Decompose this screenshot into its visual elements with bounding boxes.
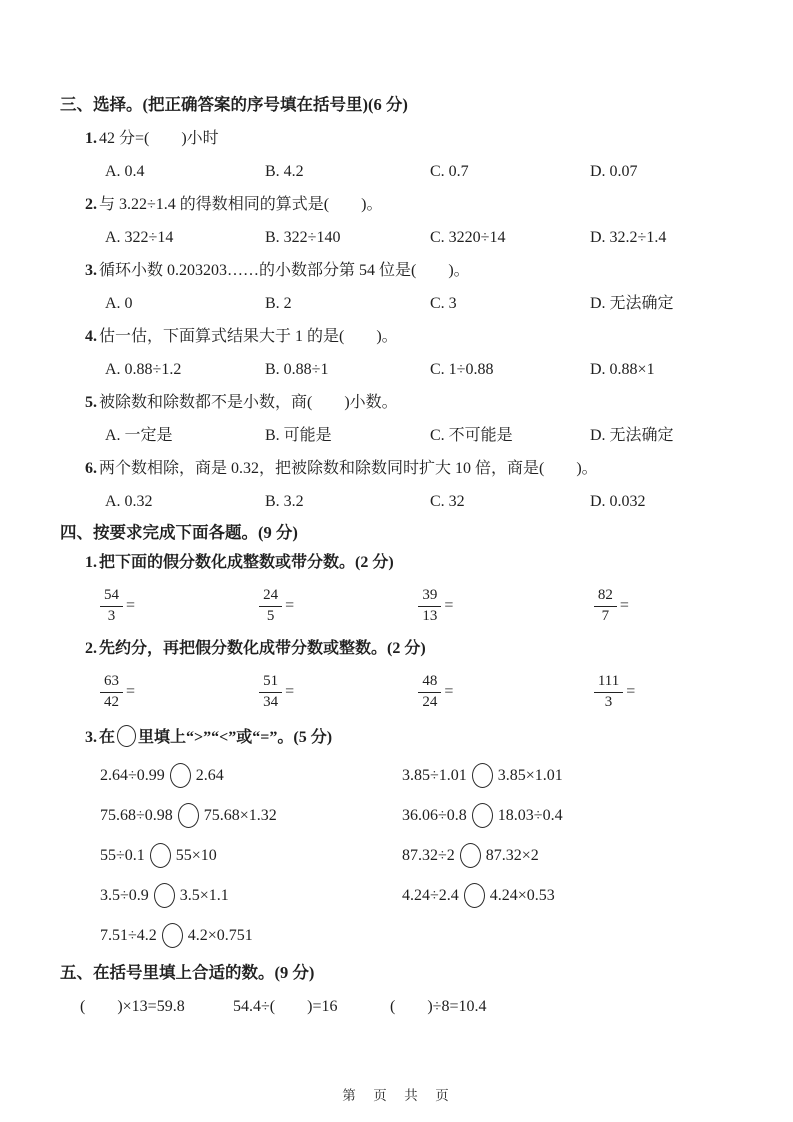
compare-circle-icon (472, 763, 493, 788)
option-c: C. 0.7 (430, 163, 469, 180)
fill-in-item: 54.4÷( )=16 (233, 998, 338, 1015)
question-3-options (60, 287, 753, 320)
equals-sign: = (126, 683, 136, 700)
option-c: C. 1÷0.88 (430, 361, 494, 378)
fraction: $\frac{63}{42}$ (100, 673, 123, 711)
question-number: 1. (85, 130, 97, 147)
comparison-pair (402, 884, 555, 909)
compare-circle-icon (162, 923, 183, 948)
question-text: 两个数相除，商是 0.32，把被除数和除数同时扩大 10 倍，商是( )。 (99, 460, 598, 477)
equals-sign: = (444, 683, 454, 700)
comparison-pair (402, 844, 539, 869)
option-c: C. 3220÷14 (430, 229, 506, 246)
fill-in-item: ( )×13=59.8 (80, 998, 185, 1015)
question-number: 3. (85, 262, 97, 279)
compare-circle-icon (154, 883, 175, 908)
option-b: B. 3.2 (265, 493, 304, 510)
section4-title: 四、按要求完成下面各题。(9 分) (60, 523, 298, 542)
section5-title: 五、在括号里填上合适的数。(9 分) (60, 963, 315, 982)
option-a: A. 322÷14 (105, 229, 174, 246)
comparison-pair (402, 764, 563, 789)
compare-circle-icon (150, 843, 171, 868)
left-expression: 7.51÷4.2 (100, 927, 157, 944)
compare-circle-icon (170, 763, 191, 788)
fill-in-item: ( )÷8=10.4 (390, 998, 487, 1015)
question-5-options (60, 419, 753, 452)
fraction-expression (418, 587, 594, 625)
subquestion-text-suffix: 里填上“>”“<”或“=”。(5 分) (138, 729, 333, 746)
equals-sign: = (285, 597, 295, 614)
question-text: 估一估，下面算式结果大于 1 的是( )。 (99, 328, 398, 345)
fill-in-row (60, 990, 753, 1024)
compare-circle-icon (464, 883, 485, 908)
right-expression: 3.85×1.01 (497, 767, 563, 784)
left-expression: 36.06÷0.8 (402, 807, 467, 824)
left-expression: 3.85÷1.01 (402, 767, 467, 784)
section4-sub2-title (60, 634, 753, 664)
equals-sign: = (285, 683, 295, 700)
fraction-expression (418, 673, 594, 711)
right-expression: 55×10 (175, 847, 217, 864)
question-text: 与 3.22÷1.4 的得数相同的算式是( )。 (99, 196, 383, 213)
option-b: B. 2 (265, 295, 292, 312)
question-4-stem (60, 320, 753, 353)
comparison-row-3 (60, 836, 753, 876)
fraction-row-2 (60, 664, 753, 720)
comparison-row-2 (60, 796, 753, 836)
section4-sub3-title (60, 720, 753, 756)
compare-circle-icon (460, 843, 481, 868)
right-expression: 18.03÷0.4 (497, 807, 563, 824)
left-expression: 4.24÷2.4 (402, 887, 459, 904)
left-expression: 55÷0.1 (100, 847, 145, 864)
comparison-pair (100, 764, 402, 789)
option-c: C. 32 (430, 493, 465, 510)
option-d: D. 无法确定 (590, 427, 674, 444)
option-a: A. 0.88÷1.2 (105, 361, 182, 378)
comparison-pair (402, 804, 563, 829)
comparison-pair (100, 844, 402, 869)
left-expression: 75.68÷0.98 (100, 807, 173, 824)
compare-circle-icon (472, 803, 493, 828)
option-b: B. 322÷140 (265, 229, 341, 246)
right-expression: 2.64 (195, 767, 224, 784)
subquestion-text: 把下面的假分数化成整数或带分数。(2 分) (99, 554, 394, 571)
subquestion-text: 先约分，再把假分数化成带分数或整数。(2 分) (99, 640, 426, 657)
option-c: C. 3 (430, 295, 457, 312)
fraction-expression (259, 673, 418, 711)
question-text: 被除数和除数都不是小数，商( )小数。 (99, 394, 398, 411)
right-expression: 3.5×1.1 (179, 887, 229, 904)
compare-circle-icon (117, 725, 136, 747)
fraction-expression (100, 587, 259, 625)
comparison-row-1 (60, 756, 753, 796)
fraction: $\frac{51}{34}$ (259, 673, 282, 711)
left-expression: 2.64÷0.99 (100, 767, 165, 784)
compare-circle-icon (178, 803, 199, 828)
option-a: A. 一定是 (105, 427, 173, 444)
fraction: $\frac{111}{3}$ (594, 673, 623, 711)
option-d: D. 0.07 (590, 163, 638, 180)
equals-sign: = (619, 597, 629, 614)
fraction-expression (594, 587, 753, 625)
question-text: 42 分=( )小时 (99, 130, 219, 147)
question-6-options (60, 485, 753, 518)
option-d: D. 32.2÷1.4 (590, 229, 667, 246)
equals-sign: = (126, 597, 136, 614)
question-number: 2. (85, 196, 97, 213)
question-4-options (60, 353, 753, 386)
comparison-row-5 (60, 916, 753, 956)
fraction: $\frac{48}{24}$ (418, 673, 441, 711)
comparison-pair (100, 924, 402, 949)
comparison-pair (100, 804, 402, 829)
subquestion-text-prefix: 在 (99, 729, 116, 746)
left-expression: 3.5÷0.9 (100, 887, 149, 904)
question-text: 循环小数 0.203203……的小数部分第 54 位是( )。 (99, 262, 470, 279)
right-expression: 4.2×0.751 (187, 927, 253, 944)
equals-sign: = (626, 683, 636, 700)
option-b: B. 4.2 (265, 163, 304, 180)
subquestion-number: 1. (85, 554, 97, 571)
option-d: D. 0.032 (590, 493, 646, 510)
option-a: A. 0.4 (105, 163, 145, 180)
question-5-stem (60, 386, 753, 419)
fraction: $\frac{54}{3}$ (100, 587, 123, 625)
left-expression: 87.32÷2 (402, 847, 455, 864)
question-3-stem (60, 254, 753, 287)
fraction-expression (100, 673, 259, 711)
question-2-stem (60, 188, 753, 221)
fraction-expression (259, 587, 418, 625)
comparison-row-4 (60, 876, 753, 916)
fraction-row-1 (60, 578, 753, 634)
question-1-options (60, 155, 753, 188)
option-a: A. 0 (105, 295, 133, 312)
section4-sub1-title (60, 548, 753, 578)
fraction-expression (594, 673, 753, 711)
right-expression: 4.24×0.53 (489, 887, 555, 904)
fraction: $\frac{24}{5}$ (259, 587, 282, 625)
question-number: 6. (85, 460, 97, 477)
question-number: 4. (85, 328, 97, 345)
fraction: $\frac{39}{13}$ (418, 587, 441, 625)
right-expression: 75.68×1.32 (203, 807, 277, 824)
section3-title: 三、选择。(把正确答案的序号填在括号里)(6 分) (60, 95, 408, 114)
option-b: B. 可能是 (265, 427, 332, 444)
equals-sign: = (444, 597, 454, 614)
option-d: D. 0.88×1 (590, 361, 655, 378)
option-a: A. 0.32 (105, 493, 153, 510)
question-number: 5. (85, 394, 97, 411)
option-c: C. 不可能是 (430, 427, 513, 444)
comparison-pair (100, 884, 402, 909)
option-b: B. 0.88÷1 (265, 361, 329, 378)
page-footer: 第 页 共 页 (342, 1088, 451, 1103)
right-expression: 87.32×2 (485, 847, 539, 864)
option-d: D. 无法确定 (590, 295, 674, 312)
question-1-stem (60, 122, 753, 155)
fraction: $\frac{82}{7}$ (594, 587, 617, 625)
question-6-stem (60, 452, 753, 485)
question-2-options (60, 221, 753, 254)
subquestion-number: 3. (85, 729, 97, 746)
subquestion-number: 2. (85, 640, 97, 657)
